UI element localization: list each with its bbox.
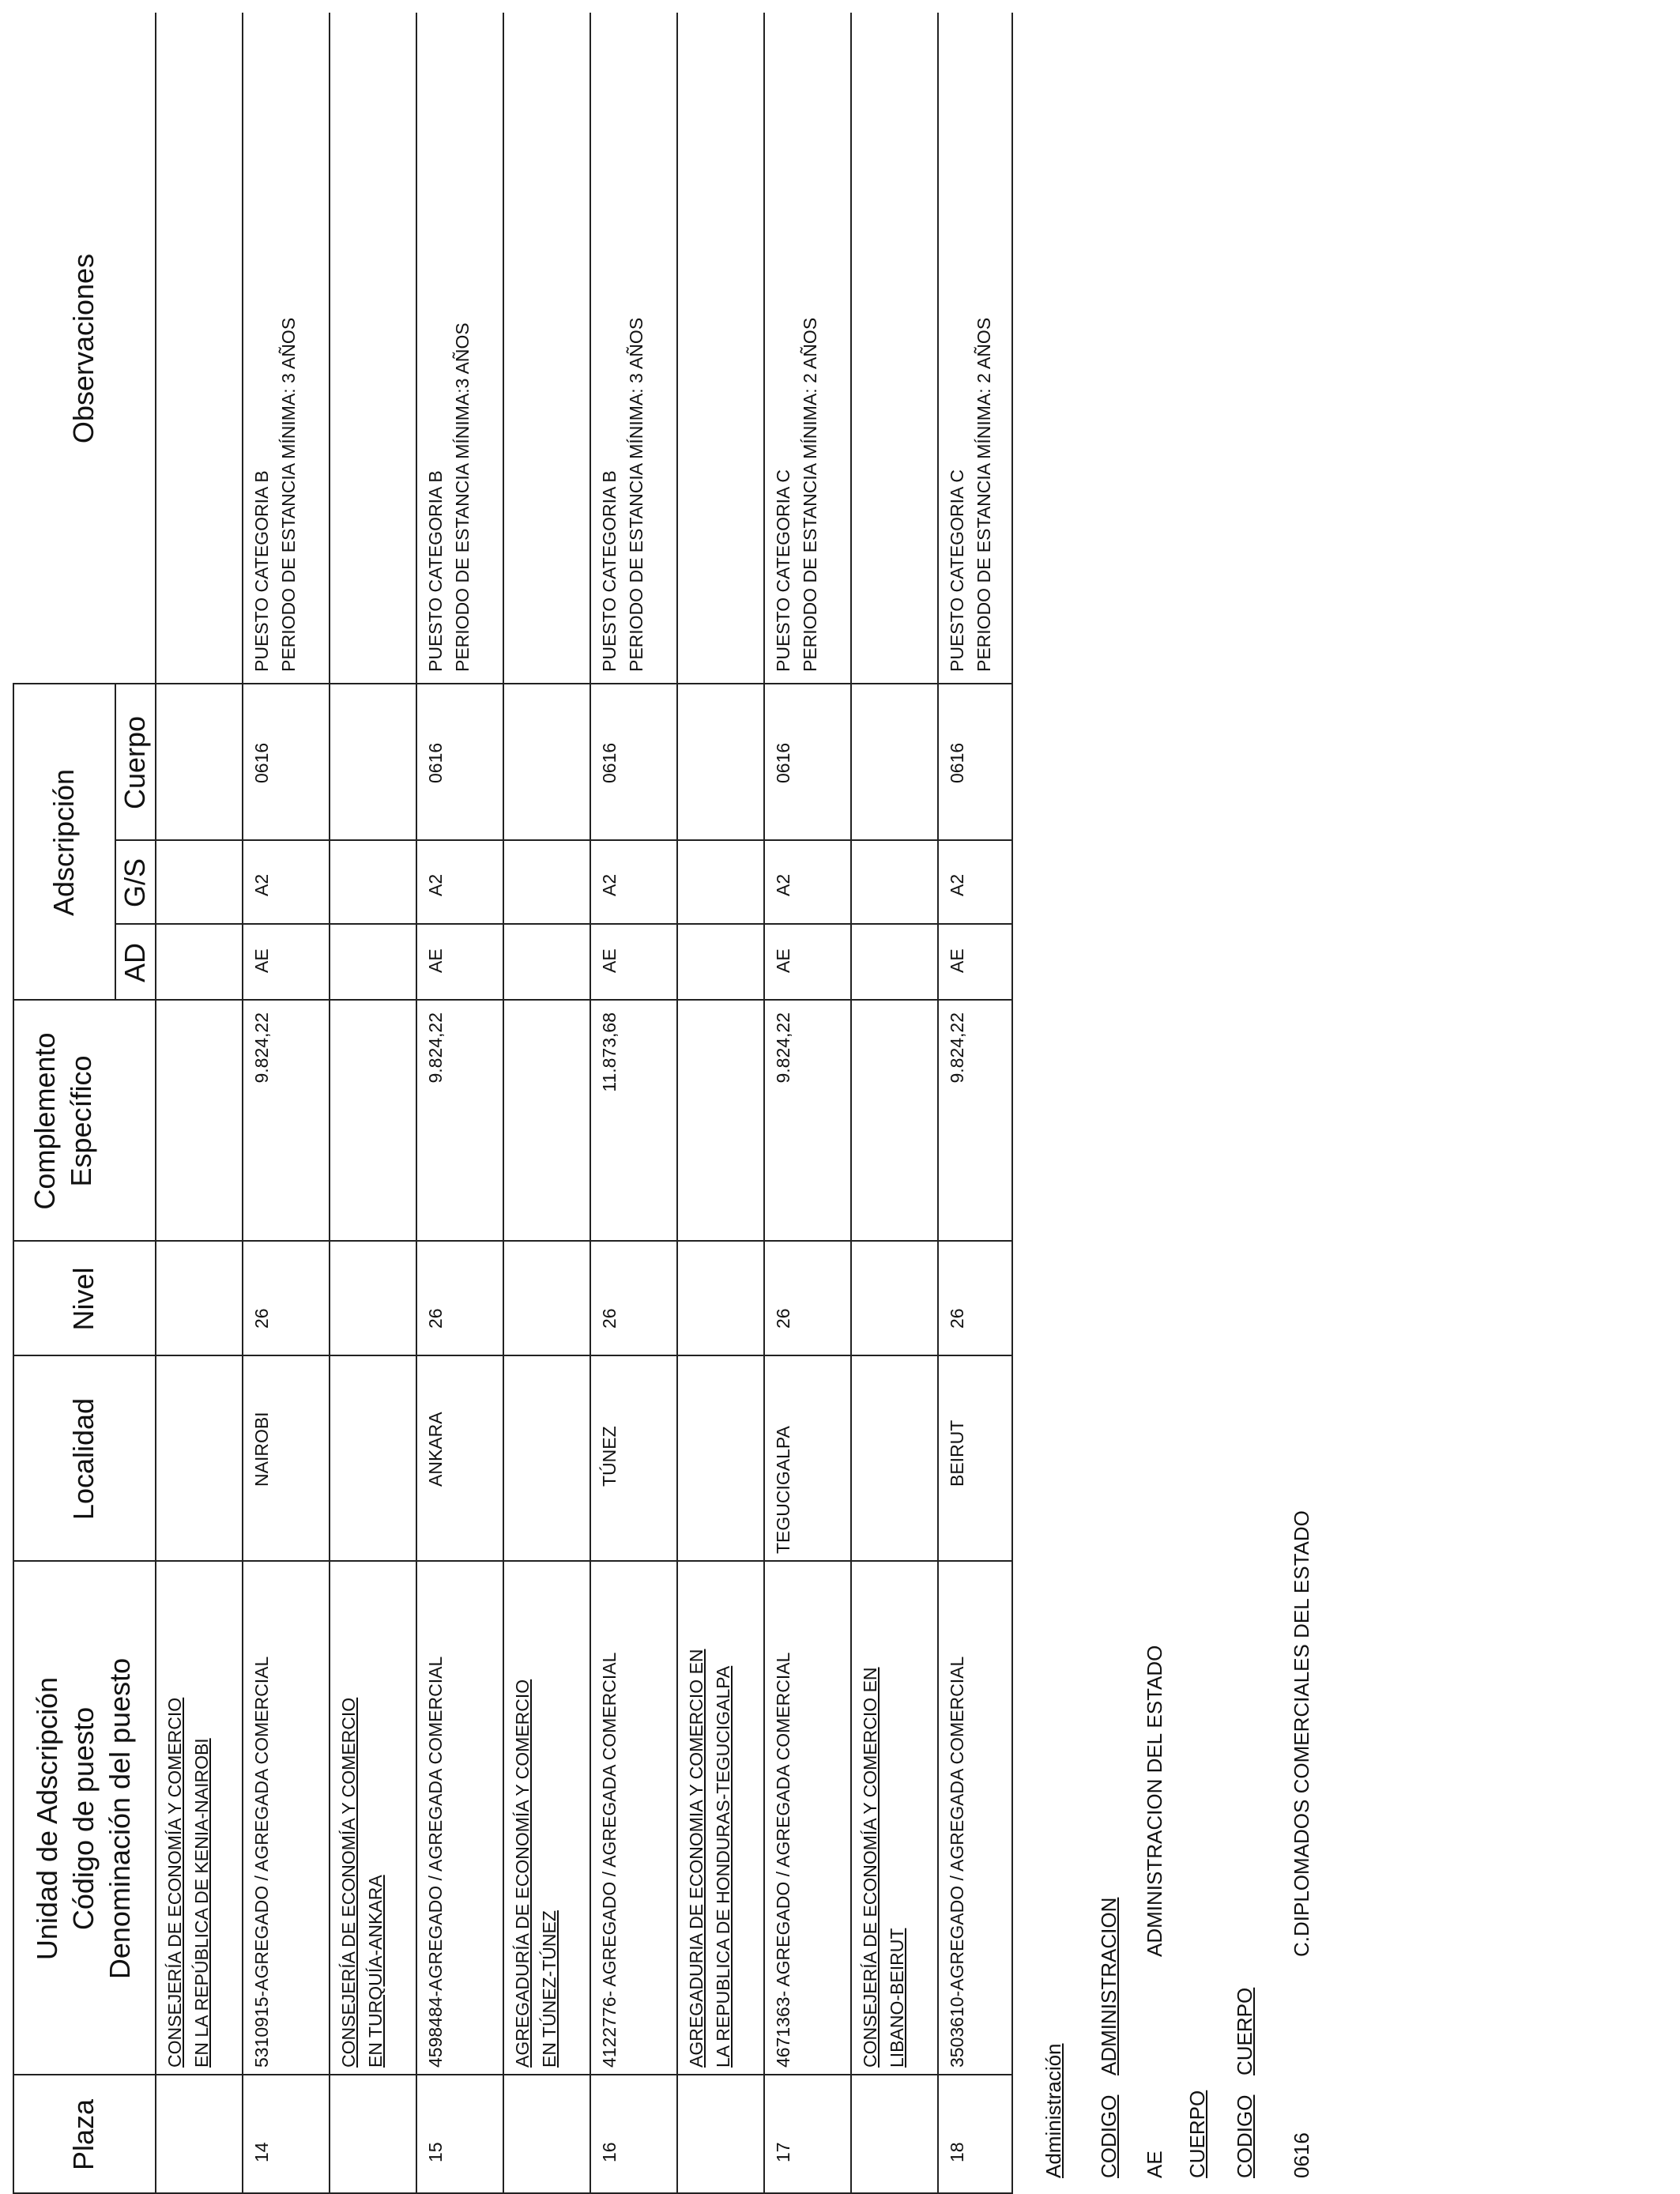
header-complemento [13,1001,155,1242]
unit-name [161,1698,215,2068]
observations [944,318,997,672]
header-observaciones-text: Observaciones [67,253,100,444]
grid-line [13,1355,1011,1356]
group-subgroup: A2 [251,873,272,896]
header-cuerpo-text: Cuerpo [118,715,151,810]
level: 26 [947,1308,967,1329]
unit-name-line: EN TÚNEZ-TÚNEZ [539,1910,559,2068]
legend-admin-col-name: ADMINISTRACION [1097,1897,1121,2075]
header-ad-text: AD [118,943,151,983]
header-complemento-line-2: Específico [65,1055,97,1187]
header-gs-text: G/S [118,858,151,908]
plaza-number: 15 [425,2142,446,2162]
corps-code: 0616 [425,742,446,783]
header-observaciones [13,13,155,684]
unit-name [335,1698,389,2068]
grid-line [115,923,1011,925]
job-code-title: 4122776- AGREGADO / AGREGADA COMERCIAL [599,1652,620,2068]
legend-cuerpo-title: CUERPO [1185,2090,1209,2178]
locality: ANKARA [425,1412,446,1487]
legend-cuerpo-col-name: CUERPO [1233,1987,1256,2075]
observations [596,318,650,672]
locality: BEIRUT [947,1419,967,1487]
observations [770,318,823,672]
specific-complement: 9.824,22 [947,1012,967,1084]
locality: TÚNEZ [599,1426,620,1487]
corps-code: 0616 [947,742,967,783]
header-unidad [13,1562,155,2075]
unit-name-line: CONSEJERÍA DE ECONOMÍA Y COMERCIO [338,1697,359,2068]
corps-code: 0616 [773,742,793,783]
grid-line [1011,13,1013,2194]
plaza-number: 14 [251,2142,272,2162]
unit-name-line: AGREGADURÍA DE ECONOMÍA Y COMERCIO [512,1679,533,2068]
unit-name [509,1679,563,2068]
plaza-number: 16 [599,2142,620,2162]
header-unidad-line-2: Código de puesto [67,1706,100,1931]
unit-name-line: LIBANO-BEIRUT [887,1928,907,2068]
legend-admin-title: Administración [1042,2043,1065,2178]
job-code-title: 3503610-AGREGADO / AGREGADA COMERCIAL [947,1656,967,2068]
plaza-number: 17 [773,2142,793,2162]
level: 26 [425,1308,446,1329]
observation-line: PUESTO CATEGORIA C [947,469,967,672]
admin-code: AE [599,948,620,973]
observation-line: PUESTO CATEGORIA B [599,470,620,672]
header-nivel-text: Nivel [67,1267,100,1331]
level: 26 [251,1308,272,1329]
locality: NAIROBI [251,1412,272,1487]
grid-line [763,13,765,2194]
locality: TEGUCIGALPA [773,1426,793,1554]
header-gs [115,841,155,925]
admin-code: AE [251,948,272,973]
observation-line: PUESTO CATEGORIA C [773,469,793,672]
header-localidad-text: Localidad [67,1397,100,1521]
grid-line [13,2074,1011,2075]
observation-line: PERIODO DE ESTANCIA MÍNIMA: 2 AÑOS [974,317,994,672]
header-unidad-line-3: Denominación del puesto [104,1657,136,1980]
grid-line [329,13,330,2194]
observation-line: PERIODO DE ESTANCIA MÍNIMA: 3 AÑOS [278,317,299,672]
specific-complement: 9.824,22 [773,1012,793,1084]
grid-line [13,1240,1011,1242]
observation-line: PERIODO DE ESTANCIA MÍNIMA: 3 AÑOS [626,317,646,672]
grid-line [115,839,1011,841]
unit-name-line: CONSEJERÍA DE ECONOMÍA Y COMERCIO [164,1697,185,2068]
header-ad [115,925,155,1001]
header-adscripcion-text: Adscripción [47,768,80,917]
observation-line: PERIODO DE ESTANCIA MÍNIMA: 2 AÑOS [800,317,820,672]
grid-line [850,13,852,2194]
grid-line [13,1560,1011,1562]
unit-name-line: CONSEJERÍA DE ECONOMÍA Y COMERCIO EN [860,1667,880,2068]
corps-code: 0616 [599,742,620,783]
plaza-number: 18 [947,2142,967,2162]
legend-admin-code: AE [1143,2151,1166,2178]
observations [422,322,476,672]
grid-line [13,683,1011,684]
group-subgroup: A2 [773,873,793,896]
grid-line [155,13,156,2194]
header-unidad-line-1: Unidad de Adscripción [31,1676,63,1961]
unit-name [683,1649,736,2068]
legend-cuerpo-col-codigo: CODIGO [1233,2094,1256,2178]
header-complemento-line-1: Complemento [28,1032,61,1210]
unit-name-line: EN LA REPÚBLICA DE KENIA-NAIROBI [191,1738,212,2068]
admin-code: AE [425,948,446,973]
admin-code: AE [773,948,793,973]
observations [248,318,302,672]
group-subgroup: A2 [947,873,967,896]
header-adscripcion [13,684,115,1001]
unit-name-line: AGREGADURIA DE ECONOMIA Y COMERCIO EN [686,1649,706,2068]
legend-admin-col-codigo: CODIGO [1097,2094,1121,2178]
header-plaza-text: Plaza [67,2098,100,2171]
specific-complement: 11.873,68 [599,1012,620,1092]
group-subgroup: A2 [599,873,620,896]
specific-complement: 9.824,22 [425,1012,446,1084]
observation-line: PUESTO CATEGORIA B [251,470,272,672]
observation-line: PERIODO DE ESTANCIA MÍNIMA:3 AÑOS [452,322,473,672]
grid-line [242,13,243,2194]
header-localidad [13,1356,155,1562]
job-code-title: 5310915-AGREGADO / AGREGADA COMERCIAL [251,1656,272,2068]
corps-code: 0616 [251,742,272,783]
job-code-title: 4598484-AGREGADO / AGREGADA COMERCIAL [425,1656,446,2068]
header-plaza [13,2075,155,2194]
grid-line [937,13,939,2194]
header-nivel [13,1242,155,1356]
group-subgroup: A2 [425,873,446,896]
observation-line: PUESTO CATEGORIA B [425,470,446,672]
unit-name [857,1667,910,2068]
unit-name-line: EN TURQUÍA-ANKARA [365,1875,386,2068]
grid-line [13,999,1011,1001]
grid-line [590,13,591,2194]
grid-line [676,13,678,2194]
specific-complement: 9.824,22 [251,1012,272,1084]
legend-cuerpo-code: 0616 [1290,2132,1313,2178]
legend-admin-name: ADMINISTRACION DEL ESTADO [1143,1645,1166,1957]
grid-line [416,13,417,2194]
job-code-title: 4671363- AGREGADO / AGREGADA COMERCIAL [773,1652,793,2068]
header-cuerpo [115,684,155,841]
level: 26 [599,1308,620,1329]
unit-name-line: LA REPUBLICA DE HONDURAS-TEGUCIGALPA [713,1665,733,2068]
admin-code: AE [947,948,967,973]
legend-cuerpo-name: C.DIPLOMADOS COMERCIALES DEL ESTADO [1290,1510,1313,1957]
level: 26 [773,1308,793,1329]
grid-line [503,13,504,2194]
